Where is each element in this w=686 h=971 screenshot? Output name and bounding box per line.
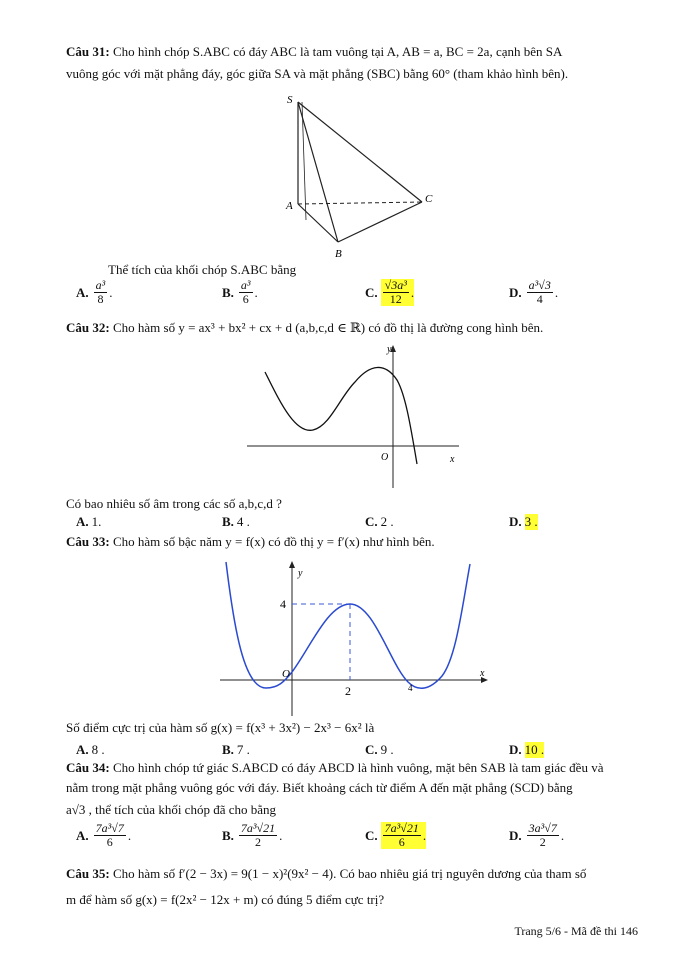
q33-option-b-value: 7 . [236, 742, 250, 757]
edge-BC [338, 202, 422, 242]
q34-label: Câu 34: [66, 760, 110, 775]
q31-option-b-letter: B. [222, 284, 234, 300]
q32-option-d-value: 3 . [524, 514, 538, 529]
q32-option-c-letter: C. [365, 514, 378, 529]
q33-option-b-letter: B. [222, 742, 234, 757]
q33-option-a-value: 8 . [91, 742, 105, 757]
q34-option-a-frac [94, 822, 126, 849]
q33-option-d-value: 10 . [524, 742, 545, 757]
x-tick-2: 2 [345, 684, 351, 698]
q34-option-d-frac [527, 822, 559, 849]
label-A: A [286, 200, 293, 212]
q34-option-a[interactable] [76, 822, 131, 849]
q33-derivative-graph [218, 558, 490, 718]
q32-option-a-value: 1. [91, 514, 102, 529]
q31-option-c-tail: . [410, 284, 415, 300]
label-S: S [287, 94, 293, 106]
q31-pyramid-figure [270, 90, 440, 262]
origin-label: O [282, 668, 290, 680]
q34-option-c-frac [383, 822, 421, 849]
q35-text-1: Cho hàm số f′(2 − 3x) = 9(1 − x)²(9x² − 4). Có bao nhiêu giá trị nguyên dương của tham số [109, 866, 587, 881]
q31-option-d-letter: D. [509, 284, 522, 300]
q33-option-c-letter: C. [365, 742, 378, 757]
q31-option-c-frac [383, 279, 409, 306]
q34-answer-highlight [381, 822, 426, 849]
q31-question: Thể tích của khối chóp S.ABC bằng [108, 262, 297, 277]
q32-option-c-value: 2 . [380, 514, 394, 529]
q34-line2: nằm trong mặt phẳng vuông góc với đáy. Biết khoảng cách từ điểm A đến mặt phẳng (SCD) bằng [66, 780, 573, 795]
q32-option-d-letter: D. [509, 514, 522, 529]
q31-option-c-num: √3a³ [384, 278, 407, 292]
q34-option-a-tail: . [127, 827, 132, 843]
q34-option-c-letter: C. [365, 827, 378, 843]
x-label: x [480, 668, 485, 679]
q31-label: Câu 31: [66, 44, 110, 59]
q31-line2: vuông góc với mặt phẳng đáy, góc giữa SA và mặt phẳng (SBC) bằng 60° (tham khảo hình bên). [66, 66, 569, 81]
q31-text-1: Cho hình chóp S.ABC có đáy ABC là tam vuông tại A, AB = a, BC = 2a, cạnh bên SA [109, 44, 563, 59]
q31-option-a-letter: A. [76, 284, 89, 300]
cubic-curve [265, 367, 417, 464]
q31-option-d-num: a³√3 [528, 278, 551, 292]
q32-option-a[interactable] [76, 514, 101, 530]
q33-option-a[interactable] [76, 742, 105, 758]
q34-option-b-den: 2 [255, 835, 262, 849]
q31-option-d-tail: . [554, 284, 559, 300]
edge-SC [298, 102, 422, 202]
q33-option-a-letter: A. [76, 742, 89, 757]
q33-text: Cho hàm số bậc năm y = f(x) có đồ thị y = f′(x) như hình bên. [109, 534, 435, 549]
q33-option-c[interactable] [365, 742, 394, 758]
q34-option-d[interactable] [509, 822, 564, 849]
q31-option-b-frac [239, 279, 253, 306]
q33-option-b[interactable] [222, 742, 250, 758]
edge-AC-hidden [298, 202, 422, 204]
origin-label: O [381, 452, 389, 463]
label-C: C [425, 193, 433, 205]
q32-option-b-letter: B. [222, 514, 234, 529]
q32-option-b[interactable] [222, 514, 250, 530]
q33-label: Câu 33: [66, 534, 110, 549]
q33-option-d[interactable] [509, 742, 544, 758]
q33-question: Số điểm cực trị của hàm số g(x) = f(x³ + 3x²) − 2x³ − 6x² là [66, 720, 375, 735]
q34-option-c[interactable] [365, 822, 426, 849]
q35-line1 [66, 866, 638, 882]
q34-option-a-letter: A. [76, 827, 89, 843]
q31-option-a-tail: . [109, 284, 113, 300]
q31-option-c[interactable] [365, 279, 414, 306]
q31-option-c-den: 12 [389, 292, 402, 306]
q34-option-b-frac [239, 822, 277, 849]
y-axis-arrow [289, 561, 295, 568]
q35-line2: m để hàm số g(x) = f(2x² − 12x + m) có đúng 5 điểm cực trị? [66, 892, 385, 907]
label-B: B [335, 248, 342, 260]
derivative-curve [226, 562, 470, 688]
q32-question: Có bao nhiêu số âm trong các số a,b,c,d ? [66, 496, 282, 511]
q34-text-1: Cho hình chóp tứ giác S.ABCD có đáy ABCD là hình vuông, mặt bên SAB là tam giác đều và [109, 760, 604, 775]
q32-option-d[interactable] [509, 514, 538, 530]
q34-option-d-letter: D. [509, 827, 522, 843]
q31-line1 [66, 44, 638, 60]
y-label: y [387, 344, 392, 355]
q34-option-b[interactable] [222, 822, 282, 849]
q33-option-d-letter: D. [509, 742, 522, 757]
q31-option-b-tail: . [254, 284, 258, 300]
q34-option-d-tail: . [560, 827, 565, 843]
q32-text: Cho hàm số y = ax³ + bx² + cx + d (a,b,c,d ∈ ℝ) có đồ thị là đường cong hình bên. [109, 320, 544, 335]
q34-option-c-num: 7a³√21 [384, 821, 419, 835]
q33-line1 [66, 534, 638, 550]
q31-option-b[interactable] [222, 279, 258, 306]
q34-option-a-den: 6 [106, 835, 113, 849]
q31-option-a[interactable] [76, 279, 113, 306]
inner-line [302, 102, 306, 220]
q31-option-c-letter: C. [365, 284, 378, 300]
q34-line3: a√3 , thể tích của khối chóp đã cho bằng [66, 802, 277, 817]
q35-label: Câu 35: [66, 866, 110, 881]
q31-answer-highlight [381, 279, 414, 306]
page-footer: Trang 5/6 - Mã đề thi 146 [514, 924, 638, 938]
q32-option-c[interactable] [365, 514, 394, 530]
q31-option-d[interactable] [509, 279, 558, 306]
x-label: x [450, 454, 455, 465]
q34-option-b-num: 7a³√21 [240, 821, 276, 835]
q31-option-b-den: 6 [242, 292, 249, 306]
q34-option-d-den: 2 [539, 835, 546, 849]
q31-option-d-frac [527, 279, 553, 306]
x-tick-4: 4 [408, 683, 413, 693]
y-tick-4: 4 [280, 597, 286, 611]
q31-option-a-frac [94, 279, 108, 306]
q34-option-b-tail: . [279, 827, 283, 843]
q31-option-b-num: a³ [240, 278, 251, 292]
q33-option-c-value: 9 . [380, 742, 394, 757]
q34-option-c-tail: . [422, 827, 427, 843]
q34-line1 [66, 760, 638, 776]
q32-option-a-letter: A. [76, 514, 89, 529]
q31-option-d-den: 4 [536, 292, 543, 306]
q34-option-c-den: 6 [398, 835, 405, 849]
q31-option-a-num: a³ [95, 278, 106, 292]
q34-option-a-num: 7a³√7 [95, 821, 124, 835]
q32-cubic-graph [245, 342, 465, 492]
q31-option-a-den: 8 [97, 292, 104, 306]
q34-option-b-letter: B. [222, 827, 234, 843]
q32-option-b-value: 4 . [236, 514, 250, 529]
y-label: y [298, 568, 303, 579]
q32-label: Câu 32: [66, 320, 110, 335]
q34-option-d-num: 3a³√7 [528, 821, 557, 835]
q32-line1 [66, 320, 638, 336]
